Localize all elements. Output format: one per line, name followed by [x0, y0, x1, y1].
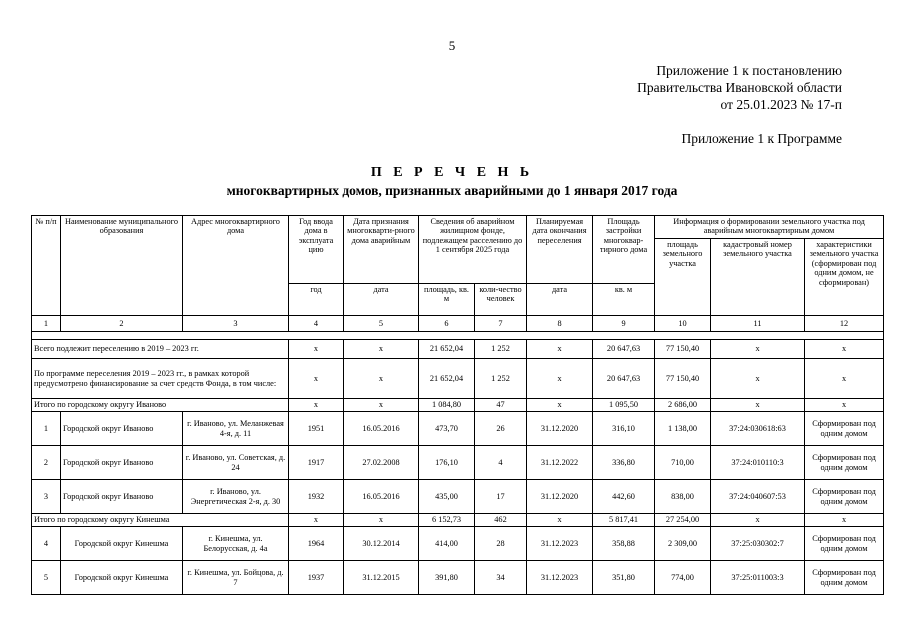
cell-year: 1964	[289, 527, 344, 561]
cell-year: 1951	[289, 412, 344, 446]
cell-characteristics: х	[805, 340, 884, 359]
cell-planned: 31.12.2022	[527, 446, 593, 480]
cell-area: 435,00	[419, 480, 475, 514]
cell-area: 6 152,73	[419, 514, 475, 527]
header-recognition: Дата признания многокварти-рного дома аварийным	[344, 216, 419, 284]
unit-planned-date: дата	[527, 284, 593, 316]
unit-date: дата	[344, 284, 419, 316]
cell-date: х	[344, 399, 419, 412]
column-number: 5	[344, 316, 419, 332]
cell-built: 5 817,41	[593, 514, 655, 527]
district-total-row	[32, 399, 884, 412]
cell-year: 1932	[289, 480, 344, 514]
column-number: 1	[32, 316, 61, 332]
cell-built: 20 647,63	[593, 359, 655, 399]
appendix-line: Приложение 1 к постановлению	[656, 63, 842, 78]
district-total-label: Итого по городскому округу Кинешма	[32, 514, 289, 527]
cell-date: 31.12.2015	[344, 561, 419, 595]
header-characteristics: характеристики земельного участка (сформирован под одним домом, не сформирован)	[805, 239, 884, 316]
cell-land: 838,00	[655, 480, 711, 514]
cell-people: 1 252	[475, 340, 527, 359]
cell-people: 17	[475, 480, 527, 514]
cell-cadastral: х	[711, 359, 805, 399]
cell-people: 4	[475, 446, 527, 480]
cell-municipality: Городской округ Кинешма	[61, 527, 183, 561]
cell-area: 391,80	[419, 561, 475, 595]
cell-people: 47	[475, 399, 527, 412]
column-number: 2	[61, 316, 183, 332]
cell-land: 2 686,00	[655, 399, 711, 412]
header-municipality: Наименование муниципального образования	[61, 216, 183, 316]
table-row	[32, 561, 884, 595]
cell-year: 1917	[289, 446, 344, 480]
cell-date: 16.05.2016	[344, 480, 419, 514]
column-number: 3	[183, 316, 289, 332]
header-num: № п/п	[32, 216, 61, 316]
cell-address: г. Кинешма, ул. Бойцова, д. 7	[183, 561, 289, 595]
cell-planned: 31.12.2023	[527, 561, 593, 595]
cell-area: 21 652,04	[419, 340, 475, 359]
summary-row-program	[32, 359, 884, 399]
header-address: Адрес многоквартирного дома	[183, 216, 289, 316]
cell-date: х	[344, 514, 419, 527]
cell-characteristics: Сформирован под одним домом	[805, 561, 884, 595]
table-row	[32, 412, 884, 446]
cell-year: х	[289, 399, 344, 412]
cell-planned: х	[527, 359, 593, 399]
cell-address: г. Иваново, ул. Советская, д. 24	[183, 446, 289, 480]
cell-year: 1937	[289, 561, 344, 595]
cell-area: 473,70	[419, 412, 475, 446]
cell-cadastral: 37:24:040607:53	[711, 480, 805, 514]
column-number-row	[32, 316, 884, 332]
cell-address: г. Кинешма, ул. Белорусская, д. 4а	[183, 527, 289, 561]
header-land-area: площадь земельного участка	[655, 239, 711, 316]
cell-municipality: Городской округ Кинешма	[61, 561, 183, 595]
header-land-info: Информация о формировании земельного участка под аварийным многоквартирным домом	[655, 216, 884, 239]
cell-year: х	[289, 359, 344, 399]
cell-num: 3	[32, 480, 61, 514]
cell-planned: х	[527, 514, 593, 527]
cell-municipality: Городской округ Иваново	[61, 480, 183, 514]
district-total-row	[32, 514, 884, 527]
program-appendix: Приложение 1 к Программе	[681, 131, 842, 146]
cell-built: 1 095,50	[593, 399, 655, 412]
cell-people: 28	[475, 527, 527, 561]
appendix-block	[637, 62, 842, 113]
cell-planned: 31.12.2023	[527, 527, 593, 561]
unit-area: площадь, кв. м	[419, 284, 475, 316]
cell-land: 710,00	[655, 446, 711, 480]
cell-land: 1 138,00	[655, 412, 711, 446]
cell-built: 351,80	[593, 561, 655, 595]
cell-land: 77 150,40	[655, 340, 711, 359]
cell-num: 1	[32, 412, 61, 446]
cell-people: 34	[475, 561, 527, 595]
cell-area: 414,00	[419, 527, 475, 561]
cell-area: 176,10	[419, 446, 475, 480]
cell-area: 21 652,04	[419, 359, 475, 399]
appendix-line: от 25.01.2023 № 17-п	[720, 97, 842, 112]
summary-row-total	[32, 340, 884, 359]
cell-cadastral: х	[711, 340, 805, 359]
unit-people: коли-чество человек	[475, 284, 527, 316]
cell-date: 27.02.2008	[344, 446, 419, 480]
cell-people: 1 252	[475, 359, 527, 399]
cell-municipality: Городской округ Иваново	[61, 446, 183, 480]
cell-cadastral: х	[711, 514, 805, 527]
column-number: 10	[655, 316, 711, 332]
cell-cadastral: х	[711, 399, 805, 412]
column-number: 7	[475, 316, 527, 332]
cell-planned: 31.12.2020	[527, 412, 593, 446]
header-cadastral: кадастровый номер земельного участка	[711, 239, 805, 316]
cell-characteristics: Сформирован под одним домом	[805, 446, 884, 480]
cell-characteristics: х	[805, 514, 884, 527]
cell-people: 26	[475, 412, 527, 446]
appendix-line: Правительства Ивановской области	[637, 80, 842, 95]
cell-address: г. Иваново, ул. Энергетическая 2-я, д. 30	[183, 480, 289, 514]
document-subtitle: многоквартирных домов, признанных аварийными до 1 января 2017 года	[226, 183, 678, 198]
district-total-label: Итого по городскому округу Иваново	[32, 399, 289, 412]
summary-label: По программе переселения 2019 – 2023 гг., в рамках которой предусмотрено финансирование за счет средств Фонда, в том числе:	[32, 359, 289, 399]
column-number: 11	[711, 316, 805, 332]
cell-characteristics: Сформирован под одним домом	[805, 412, 884, 446]
summary-label: Всего подлежит переселению в 2019 – 2023 гг.	[32, 340, 289, 359]
header-planned-date: Планируемая дата окончания переселения	[527, 216, 593, 284]
column-number: 4	[289, 316, 344, 332]
table-row	[32, 480, 884, 514]
cell-built: 358,88	[593, 527, 655, 561]
cell-date: х	[344, 359, 419, 399]
cell-cadastral: 37:25:011003:3	[711, 561, 805, 595]
cell-cadastral: 37:25:030302:7	[711, 527, 805, 561]
cell-year: х	[289, 514, 344, 527]
cell-address: г. Иваново, ул. Меланжевая 4-я, д. 11	[183, 412, 289, 446]
table-body	[32, 332, 884, 595]
cell-planned: 31.12.2020	[527, 480, 593, 514]
cell-land: 2 309,00	[655, 527, 711, 561]
header-year: Год ввода дома в эксплуата цию	[289, 216, 344, 284]
cell-municipality: Городской округ Иваново	[61, 412, 183, 446]
cell-characteristics: Сформирован под одним домом	[805, 480, 884, 514]
cell-area: 1 084,80	[419, 399, 475, 412]
cell-characteristics: х	[805, 359, 884, 399]
cell-built: 20 647,63	[593, 340, 655, 359]
table-row	[32, 446, 884, 480]
table-row	[32, 527, 884, 561]
cell-people: 462	[475, 514, 527, 527]
cell-land: 774,00	[655, 561, 711, 595]
cell-date: 30.12.2014	[344, 527, 419, 561]
cell-built: 316,10	[593, 412, 655, 446]
column-number: 6	[419, 316, 475, 332]
cell-date: 16.05.2016	[344, 412, 419, 446]
cell-year: х	[289, 340, 344, 359]
unit-built-sqm: кв. м	[593, 284, 655, 316]
column-number: 12	[805, 316, 884, 332]
cell-land: 27 254,00	[655, 514, 711, 527]
cell-built: 442,60	[593, 480, 655, 514]
column-number: 8	[527, 316, 593, 332]
cell-characteristics: х	[805, 399, 884, 412]
column-number: 9	[593, 316, 655, 332]
header-emergency-info: Сведения об аварийном жилищном фонде, подлежащем расселению до 1 сентября 2025 года	[419, 216, 527, 284]
cell-planned: х	[527, 340, 593, 359]
cell-date: х	[344, 340, 419, 359]
table-header	[32, 216, 884, 332]
header-built-area: Площадь застройки многоквар-тирного дома	[593, 216, 655, 284]
cell-built: 336,80	[593, 446, 655, 480]
cell-cadastral: 37:24:010110:3	[711, 446, 805, 480]
unit-year: год	[289, 284, 344, 316]
cell-land: 77 150,40	[655, 359, 711, 399]
document-title: П Е Р Е Ч Е Н Ь	[370, 165, 534, 180]
housing-register-table	[31, 215, 884, 595]
cell-characteristics: Сформирован под одним домом	[805, 527, 884, 561]
cell-num: 4	[32, 527, 61, 561]
cell-planned: х	[527, 399, 593, 412]
cell-num: 5	[32, 561, 61, 595]
cell-cadastral: 37:24:030618:63	[711, 412, 805, 446]
page-number: 5	[448, 38, 456, 53]
cell-num: 2	[32, 446, 61, 480]
